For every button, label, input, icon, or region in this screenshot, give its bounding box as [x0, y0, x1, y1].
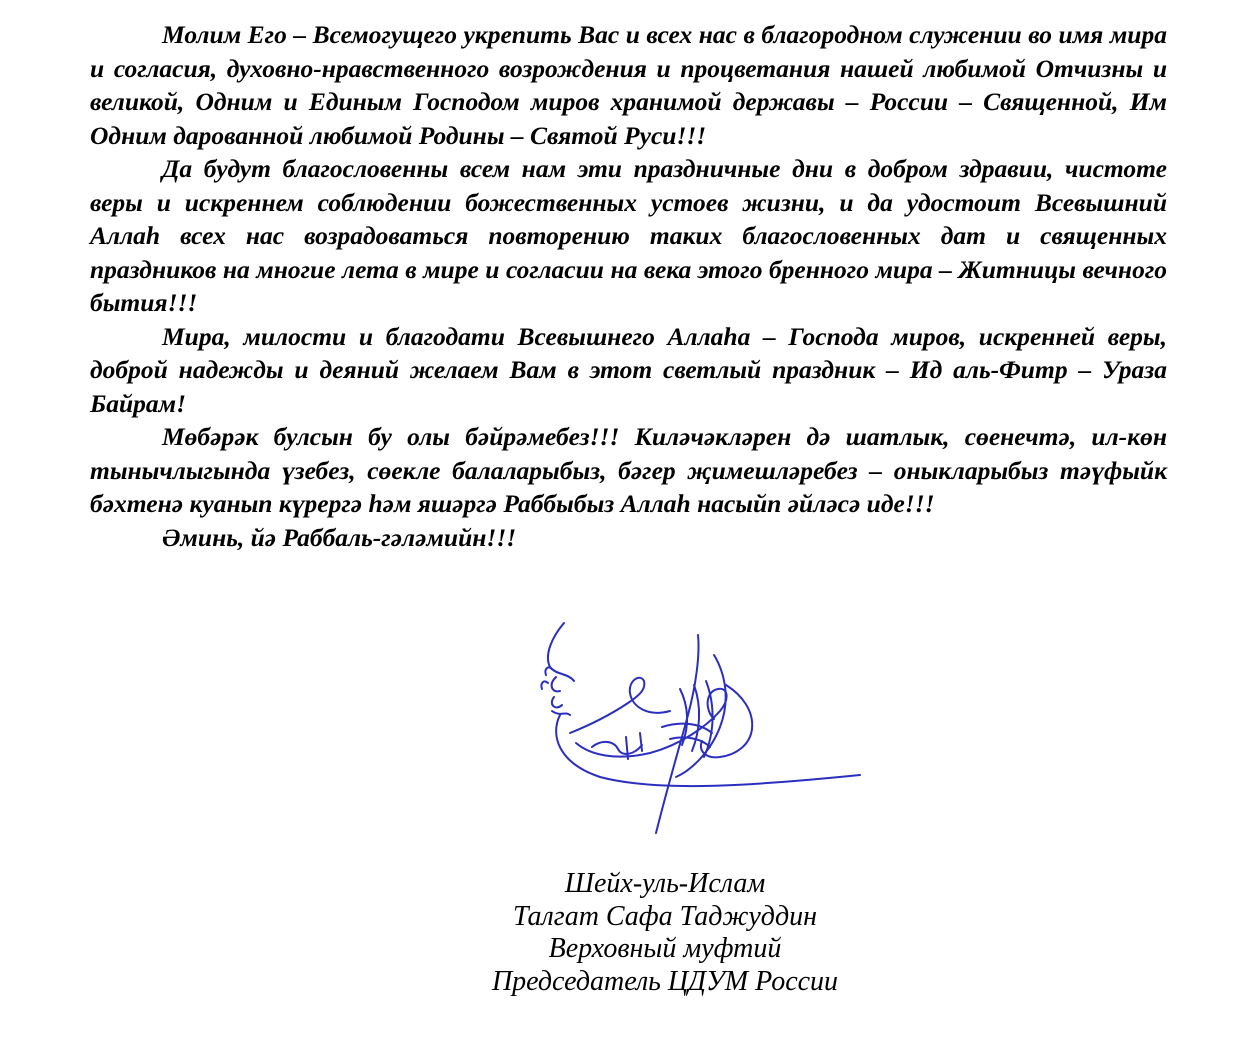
paragraph-blessing: Да будут благословенны всем нам эти праздничные дни в добром здравии, чистоте веры и искреннем соблюдении божественных устоев жизни, и да удостоит Всевышний Аллаһ всех нас возрадоваться повторению таких благословенных дат и священных праздников на многие лета в мире и согласии на века этого бренного мира – Житницы вечного бытия!!!: [90, 154, 1167, 317]
paragraph-greeting: Мира, милости и благодати Всевышнего Аллаһа – Господа миров, искренней веры, доброй надежды и деяний желаем Вам в этот светлый праздник – Ид аль-Фитр – Ураза Байрам!: [90, 321, 1167, 418]
signer-name: Талгат Сафа Таджуддин: [513, 900, 817, 932]
signer-block: [420, 868, 910, 998]
paragraph-tatar-greeting: Мөбәрәк булсын бу олы бәйрәмебез!!! Киләчәкләрен дә шатлык, сөенечтә, ил-көн тынычлыгында үзебез, сөекле балаларыбыз, бәгер җимешләребез – оныкларыбыз тәүфыйк бәхтенә куанып күрергә һәм яшәргә Раббыбыз Аллаһ насыйп әйләсә иде!!!: [90, 422, 1167, 518]
paragraph-amen: Әминь, йә Раббаль-гәләмийн!!!: [162, 522, 517, 552]
letter-body: [90, 18, 1167, 554]
handwritten-signature-icon: [530, 615, 870, 845]
signer-position: Верховный муфтий: [548, 933, 782, 964]
signer-chairman: Председатель ЦДУМ России: [491, 965, 839, 997]
paragraph-prayer: Молим Его – Всемогущего укрепить Вас и всех нас в благородном служении во имя мира и согласия, духовно-нравственного возрождения и процветания нашей любимой Отчизны и великой, Одним и Единым Господом миров хранимой державы – России – Священной, Им Одним дарованной любимой Родины – Святой Руси!!!: [90, 20, 1167, 150]
signer-title: Шейх-уль-Ислам: [564, 868, 766, 899]
